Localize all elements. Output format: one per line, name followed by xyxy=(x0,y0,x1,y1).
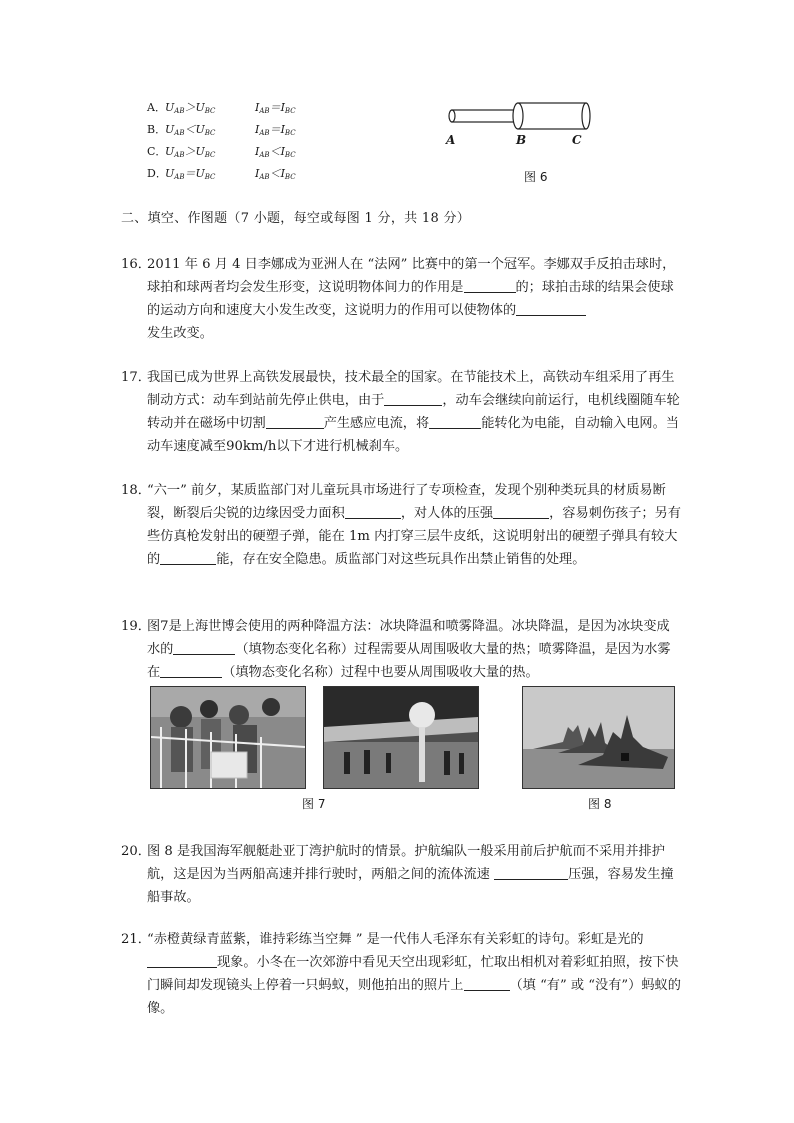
spray-cooling-photo xyxy=(323,686,479,789)
question-19: 19． 图7是上海世博会使用的两种降温方法：冰块降温和喷雾降温。冰块降温，是因为冰块变成水的 （填物态变化名称）过程需要从周围吸收大量的热；喷雾降温，是因为水雾在 （填物态变化名称）过程中也要从周围吸收大量的热。 xyxy=(121,619,671,680)
answer-blank[interactable] xyxy=(345,504,401,519)
warship-photo xyxy=(522,686,675,789)
answer-blank[interactable] xyxy=(429,414,481,429)
label-a: A xyxy=(446,133,456,147)
answer-blank[interactable] xyxy=(384,391,442,406)
question-21: 21． “赤橙黄绿青蓝紫，谁持彩练当空舞 ” 是一代伟人毛泽东有关彩虹的诗句。彩虹是光的现象。小冬在一次郊游中看见天空出现彩虹，忙取出相机对着彩虹拍照，按下快门瞬间却发现镜头上停着一只蚂蚁，则他拍出的照片上 （填 “有” 或 “没有”）蚂蚁的像。 xyxy=(121,932,681,1016)
figure-8-caption: 图 8 xyxy=(588,797,612,811)
answer-blank[interactable] xyxy=(516,301,586,316)
conductor-figure xyxy=(440,96,600,136)
question-17: 17． 我国已成为世界上高铁发展最快，技术最全的国家。在节能技术上，高铁动车组采用了再生制动方式：动车到站前先停止供电，由于 ，动车会继续向前运行，电机线圈随车轮转动并在磁场中切割 产生感应电流，将 能转化为电能，自动输入电网。当动车速度减至90km/h以下才进行机械刹车。 xyxy=(121,370,680,454)
option-b: B．$U_{AB}<U_{BC}$ $I_{AB}=I_{BC}$ xyxy=(147,123,296,137)
question-18: 18． “六一” 前夕，某质监部门对儿童玩具市场进行了专项检查，发现个别种类玩具的材质易断裂，断裂后尖锐的边缘因受力面积 ，对人体的压强 ，容易刺伤孩子；另有些仿真枪发射出的硬塑子弹，能在 1m 内打穿三层牛皮纸，这说明射出的硬塑子弹具有较大的 能，存在安全隐患。质监部门对这些玩具作出禁止销售的处理。 xyxy=(121,483,681,567)
figure-7-caption: 图 7 xyxy=(302,797,326,811)
label-b: B xyxy=(516,133,527,147)
ice-cooling-photo xyxy=(150,686,306,789)
answer-blank[interactable] xyxy=(160,663,222,678)
answer-blank[interactable] xyxy=(464,976,510,991)
answer-blank[interactable] xyxy=(173,640,235,655)
answer-blank[interactable] xyxy=(464,278,516,293)
answer-blank[interactable] xyxy=(494,865,568,880)
option-d: D．$U_{AB}=U_{BC}$ $I_{AB}<I_{BC}$ xyxy=(147,167,296,181)
answer-blank[interactable] xyxy=(493,504,549,519)
answer-blank[interactable] xyxy=(266,414,324,429)
answer-blank[interactable] xyxy=(160,550,216,565)
question-20: 20． 图 8 是我国海军舰艇赴亚丁湾护航时的情景。护航编队一般采用前后护航而不采用并排护航，这是因为当两船高速并排行驶时，两船之间的流体流速 压强，容易发生撞船事故。 xyxy=(121,844,674,905)
figure-6-caption: 图 6 xyxy=(524,170,548,184)
question-16: 16． 2011 年 6 月 4 日李娜成为亚洲人在 “法网” 比赛中的第一个冠军。李娜双手反拍击球时，球拍和球两者均会发生形变，这说明物体间力的作用是 的；球拍击球的结果会使球的运动方向和速度大小发生改变，这说明力的作用可以使物体的 发生改变。 xyxy=(121,257,676,341)
label-c: C xyxy=(572,133,582,147)
option-a: A．$U_{AB}>U_{BC}$ $I_{AB}=I_{BC}$ xyxy=(147,101,296,115)
section-title: 二、填空、作图题（7 小题，每空或每图 1 分，共 18 分） xyxy=(121,211,471,226)
option-c: C．$U_{AB}>U_{BC}$ $I_{AB}<I_{BC}$ xyxy=(147,145,296,159)
answer-blank[interactable] xyxy=(147,953,217,968)
